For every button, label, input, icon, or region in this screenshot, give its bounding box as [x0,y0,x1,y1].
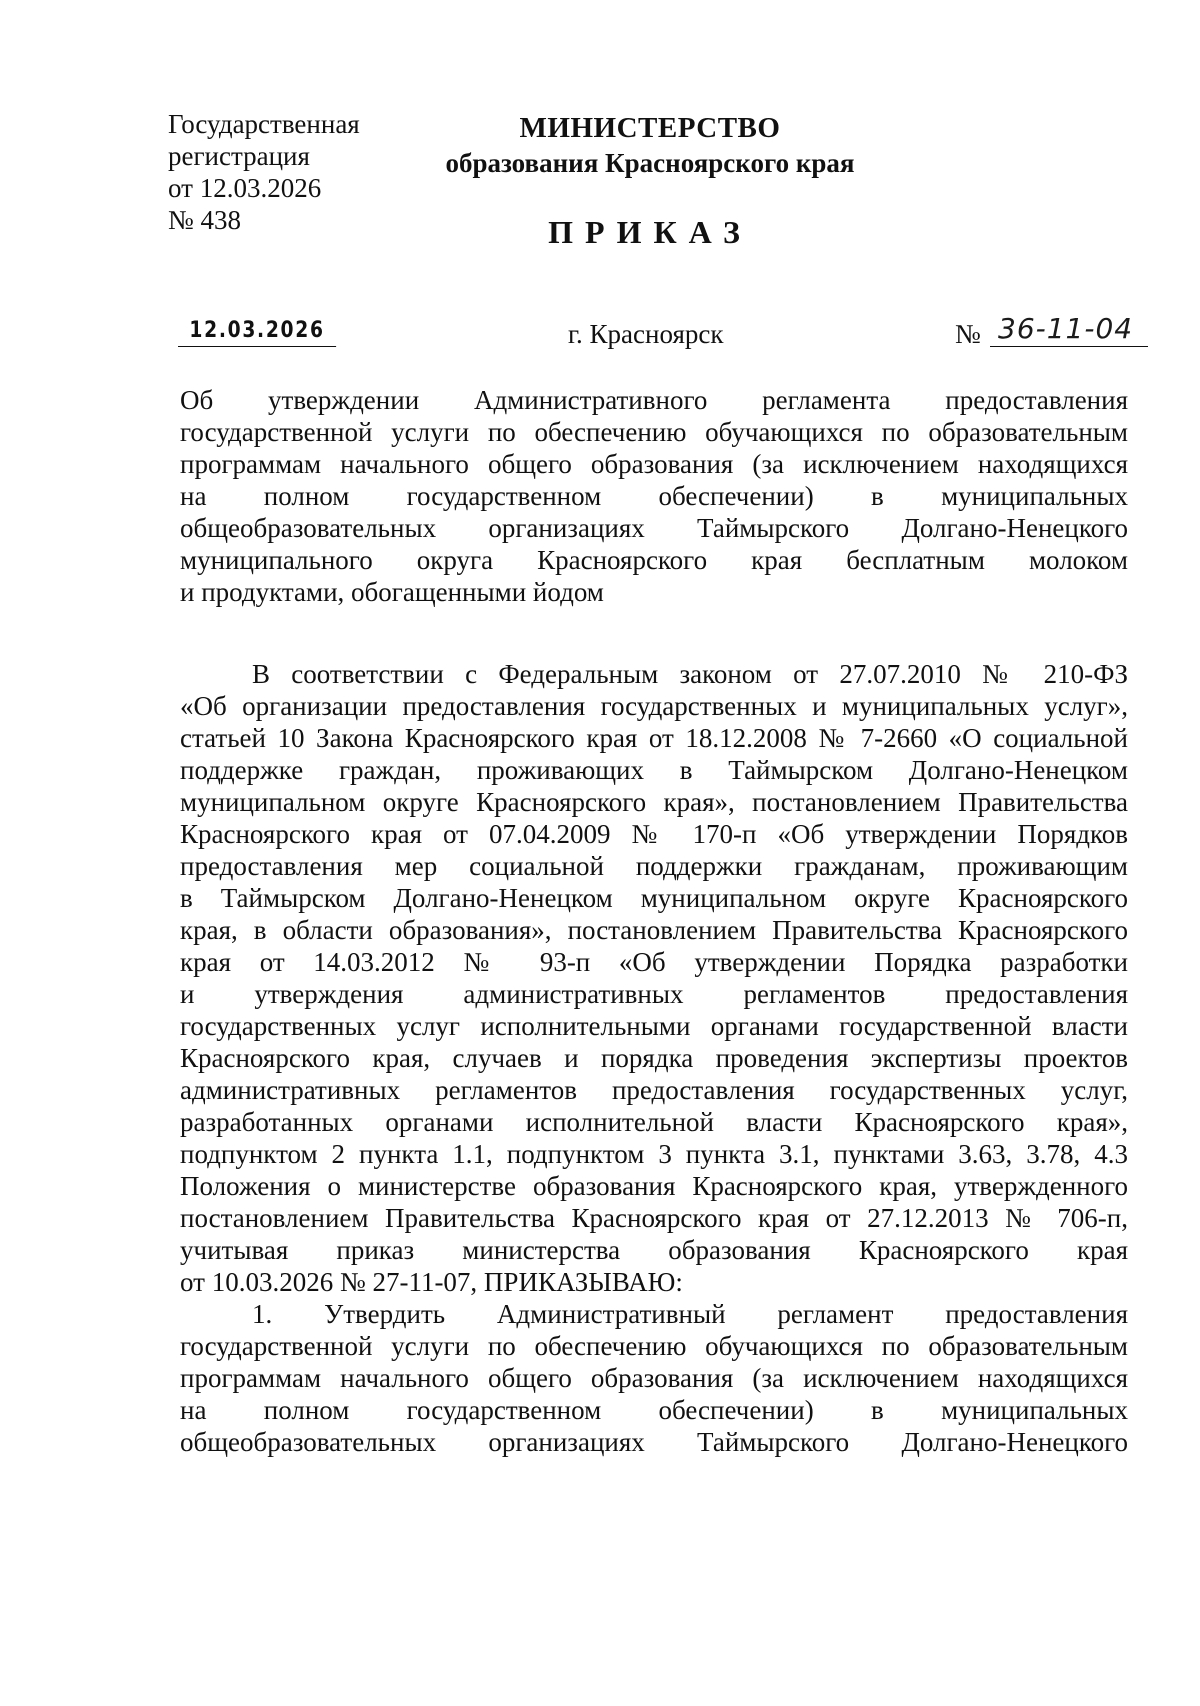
registration-label-2: регистрация [168,141,310,171]
body-line: «Об организации предоставления государственных и муниципальных услуг», [180,691,1128,721]
item-1-line: на полном государственном обеспечении) в муниципальных [180,1395,1128,1425]
body-line: постановлением Правительства Красноярского края от 27.12.2013 № 706-п, [180,1203,1128,1233]
item-1-line: общеобразовательных организациях Таймырского Долгано-Ненецкого [180,1427,1128,1457]
body-line: учитывая приказ министерства образования Красноярского края [180,1235,1128,1265]
body-line: административных регламентов предоставления государственных услуг, [180,1075,1128,1105]
registration-number: № 438 [168,205,242,235]
body-line: Положения о министерстве образования Красноярского края, утвержденного [180,1171,1128,1201]
title-line: муниципального округа Красноярского края бесплатным молоком [180,545,1128,575]
title-line: Об утверждении Административного регламента предоставления [180,385,1128,415]
body-line: разработанных органами исполнительной власти Красноярского края», [180,1107,1128,1137]
body-line: края от 14.03.2012 № 93-п «Об утверждении Порядка разработки [180,947,1128,977]
registration-date: от 12.03.2026 [168,173,322,203]
registration-block [168,108,360,236]
body-line: поддержке граждан, проживающих в Таймырском Долгано-Ненецком [180,755,1128,785]
city-label: г. Красноярск [568,319,724,349]
body-line: статьей 10 Закона Красноярского края от 18.12.2008 № 7-2660 «О социальной [180,723,1128,753]
body-line: предоставления мер социальной поддержки гражданам, проживающим [180,851,1128,881]
body-line: Красноярского края от 07.04.2009 № 170-п «Об утверждении Порядков [180,819,1128,849]
ministry-title: МИНИСТЕРСТВО [519,112,781,144]
number-sign: № [955,319,981,349]
body-line: Красноярского края, случаев и порядка проведения экспертизы проектов [180,1043,1128,1073]
body-line: края, в области образования», постановлением Правительства Красноярского [180,915,1128,945]
title-line: программам начального общего образования (за исключением находящихся [180,449,1128,479]
order-date-stamp: 12.03.2026 [178,316,336,347]
body-line: в Таймырском Долгано-Ненецком муниципальном округе Красноярского [180,883,1128,913]
item-1-line: 1. Утвердить Административный регламент предоставления [252,1299,1128,1329]
body-line: подпунктом 2 пункта 1.1, подпунктом 3 пункта 3.1, пунктами 3.63, 3.78, 4.3 [180,1139,1128,1169]
title-line: на полном государственном обеспечении) в муниципальных [180,481,1128,511]
title-line: государственной услуги по обеспечению обучающихся по образовательным [180,417,1128,447]
registration-label: Государственная [168,109,360,139]
title-line: общеобразовательных организациях Таймырского Долгано-Ненецкого [180,513,1128,543]
body-line: и утверждения административных регламентов предоставления [180,979,1128,1009]
body-line: муниципальном округе Красноярского края», постановлением Правительства [180,787,1128,817]
body-line: государственных услуг исполнительными органами государственной власти [180,1011,1128,1041]
order-heading: ПРИКАЗ [548,214,752,250]
body-line: от 10.03.2026 № 27-11-07, ПРИКАЗЫВАЮ: [180,1267,683,1297]
item-1-line: государственной услуги по обеспечению обучающихся по образовательным [180,1331,1128,1361]
title-line: и продуктами, обогащенными йодом [180,577,604,607]
order-number-handwritten: 36-11-04 [990,312,1148,347]
body-line: В соответствии с Федеральным законом от 27.07.2010 № 210-ФЗ [252,659,1128,689]
ministry-subtitle: образования Красноярского края [445,148,855,178]
item-1-line: программам начального общего образования (за исключением находящихся [180,1363,1128,1393]
